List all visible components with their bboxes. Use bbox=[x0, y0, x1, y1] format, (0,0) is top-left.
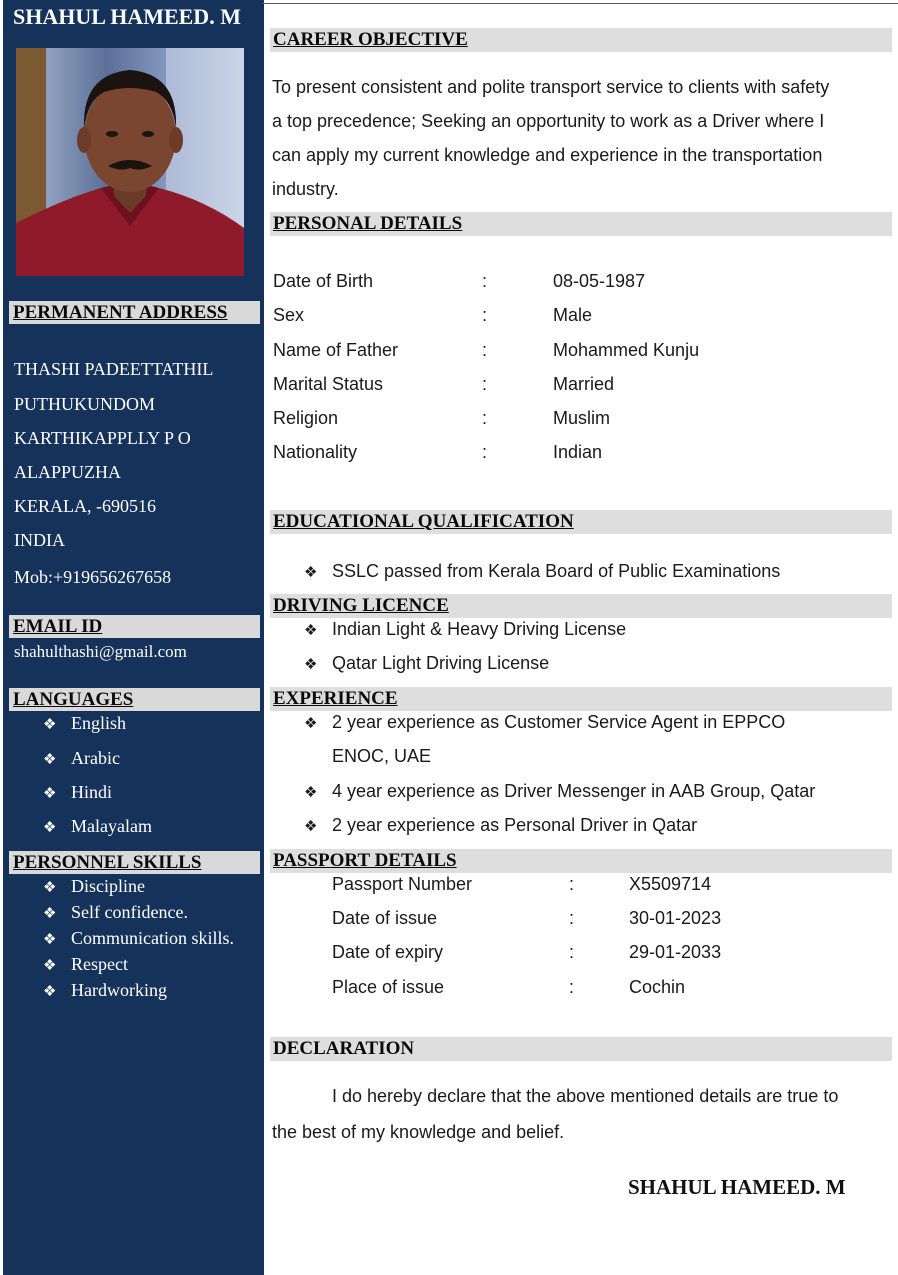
detail-label: Date of Birth bbox=[273, 271, 374, 291]
diamond-bullet-icon: ❖ bbox=[304, 784, 318, 801]
experience-label: 2 year experience as Personal Driver in Qatar bbox=[332, 815, 698, 835]
passport-label: Place of issue bbox=[332, 977, 445, 997]
licence-label: Qatar Light Driving License bbox=[332, 653, 550, 673]
candidate-name: SHAHUL HAMEED. M bbox=[13, 4, 241, 29]
personal-details-heading bbox=[270, 212, 892, 236]
skill-item bbox=[43, 876, 145, 897]
passport-label: Date of expiry bbox=[332, 942, 444, 962]
detail-value: 08-05-1987 bbox=[553, 271, 646, 291]
passport-value: X5509714 bbox=[629, 874, 712, 894]
detail-value: Mohammed Kunju bbox=[553, 340, 700, 360]
diamond-bullet-icon: ❖ bbox=[43, 786, 57, 802]
diamond-bullet-icon: ❖ bbox=[43, 820, 57, 836]
detail-label: Religion bbox=[273, 408, 339, 428]
mobile-number: Mob:+919656267658 bbox=[14, 567, 172, 587]
skill-label: Hardworking bbox=[71, 980, 167, 1000]
detail-separator: : bbox=[482, 374, 488, 394]
diamond-bullet-icon: ❖ bbox=[43, 932, 57, 948]
declaration-line: I do hereby declare that the above mentioned details are true to bbox=[332, 1086, 839, 1106]
career-objective-text bbox=[272, 70, 892, 206]
experience-continuation: ENOC, UAE bbox=[332, 746, 432, 766]
objective-line: industry. bbox=[272, 179, 339, 199]
diamond-bullet-icon: ❖ bbox=[304, 564, 318, 581]
language-label: Hindi bbox=[71, 782, 113, 802]
skill-item bbox=[43, 980, 167, 1001]
objective-line: can apply my current knowledge and experience in the transportation bbox=[272, 145, 823, 165]
declaration-line: the best of my knowledge and belief. bbox=[272, 1122, 565, 1142]
skill-item bbox=[43, 902, 188, 923]
experience-heading-label: EXPERIENCE bbox=[273, 688, 398, 709]
language-item bbox=[43, 816, 152, 837]
email-heading bbox=[9, 615, 260, 638]
declaration-heading-label: DECLARATION bbox=[273, 1038, 415, 1059]
language-item bbox=[43, 713, 126, 734]
experience-label: 2 year experience as Customer Service Agent in EPPCO bbox=[332, 712, 786, 732]
declaration-text bbox=[272, 1078, 892, 1150]
licence-item bbox=[304, 653, 549, 674]
address-line: ALAPPUZHA bbox=[14, 462, 122, 482]
passport-value: Cochin bbox=[629, 977, 686, 997]
diamond-bullet-icon: ❖ bbox=[304, 818, 318, 835]
skills-heading-label: PERSONNEL SKILLS bbox=[13, 852, 202, 873]
language-label: Arabic bbox=[71, 748, 120, 768]
language-item bbox=[43, 782, 112, 803]
passport-label: Passport Number bbox=[332, 874, 473, 894]
detail-label: Nationality bbox=[273, 442, 358, 462]
diamond-bullet-icon: ❖ bbox=[304, 656, 318, 673]
detail-separator: : bbox=[482, 305, 488, 325]
diamond-bullet-icon: ❖ bbox=[43, 880, 57, 896]
passport-details-heading bbox=[270, 849, 892, 873]
driving-licence-heading bbox=[270, 594, 892, 618]
career-objective-heading bbox=[270, 28, 892, 52]
detail-label: Sex bbox=[273, 305, 305, 325]
detail-separator: : bbox=[482, 442, 488, 462]
email-address[interactable]: shahulthashi@gmail.com bbox=[14, 642, 187, 661]
passport-separator: : bbox=[569, 942, 575, 962]
profile-photo-illustration bbox=[16, 48, 244, 276]
address-line: KERALA, -690516 bbox=[14, 496, 156, 516]
address-heading-label: PERMANENT ADDRESS bbox=[13, 302, 228, 323]
education-heading bbox=[270, 510, 892, 534]
skill-item bbox=[43, 928, 234, 949]
objective-line: a top precedence; Seeking an opportunity to work as a Driver where I bbox=[272, 111, 825, 131]
language-label: English bbox=[71, 713, 127, 733]
licence-label: Indian Light & Heavy Driving License bbox=[332, 619, 627, 639]
experience-label: 4 year experience as Driver Messenger in AAB Group, Qatar bbox=[332, 781, 816, 801]
driving-licence-heading-label: DRIVING LICENCE bbox=[273, 595, 449, 616]
diamond-bullet-icon: ❖ bbox=[43, 717, 57, 733]
passport-value: 30-01-2023 bbox=[629, 908, 722, 928]
education-heading-label: EDUCATIONAL QUALIFICATION bbox=[273, 511, 574, 532]
skill-item bbox=[43, 954, 128, 975]
email-heading-label: EMAIL ID bbox=[13, 616, 103, 637]
address-line: KARTHIKAPPLLY P O bbox=[14, 428, 191, 448]
detail-value: Muslim bbox=[553, 408, 610, 428]
detail-value: Indian bbox=[553, 442, 603, 462]
diamond-bullet-icon: ❖ bbox=[304, 622, 318, 639]
skills-heading bbox=[9, 851, 260, 874]
language-item bbox=[43, 748, 120, 769]
licence-item bbox=[304, 619, 626, 640]
diamond-bullet-icon: ❖ bbox=[43, 906, 57, 922]
passport-details-heading-label: PASSPORT DETAILS bbox=[273, 850, 457, 871]
passport-label: Date of issue bbox=[332, 908, 438, 928]
sidebar bbox=[3, 0, 264, 1275]
detail-label: Name of Father bbox=[273, 340, 399, 360]
detail-value: Male bbox=[553, 305, 593, 325]
detail-label: Marital Status bbox=[273, 374, 384, 394]
languages-heading-label: LANGUAGES bbox=[13, 689, 134, 710]
education-label: SSLC passed from Kerala Board of Public Examinations bbox=[332, 561, 781, 581]
diamond-bullet-icon: ❖ bbox=[43, 958, 57, 974]
declaration-heading bbox=[270, 1037, 892, 1061]
diamond-bullet-icon: ❖ bbox=[304, 715, 318, 732]
skill-label: Communication skills. bbox=[71, 928, 235, 948]
experience-item bbox=[304, 712, 785, 733]
address-line: INDIA bbox=[14, 530, 65, 550]
skill-label: Self confidence. bbox=[71, 902, 188, 922]
skill-label: Respect bbox=[71, 954, 128, 974]
profile-photo bbox=[16, 48, 244, 276]
address-line: THASHI PADEETTATHIL bbox=[14, 359, 214, 379]
objective-line: To present consistent and polite transport service to clients with safety bbox=[272, 77, 830, 97]
top-divider bbox=[262, 3, 898, 4]
diamond-bullet-icon: ❖ bbox=[43, 984, 57, 1000]
address-heading bbox=[9, 301, 260, 324]
experience-heading bbox=[270, 687, 892, 711]
language-label: Malayalam bbox=[71, 816, 152, 836]
passport-separator: : bbox=[569, 908, 575, 928]
detail-separator: : bbox=[482, 340, 488, 360]
signature-name: SHAHUL HAMEED. M bbox=[628, 1175, 846, 1199]
detail-separator: : bbox=[482, 271, 488, 291]
personal-details-heading-label: PERSONAL DETAILS bbox=[273, 213, 463, 234]
detail-separator: : bbox=[482, 408, 488, 428]
diamond-bullet-icon: ❖ bbox=[43, 752, 57, 768]
skill-label: Discipline bbox=[71, 876, 145, 896]
experience-item bbox=[304, 781, 815, 802]
experience-item bbox=[304, 815, 697, 836]
address-line: PUTHUKUNDOM bbox=[14, 394, 156, 414]
detail-value: Married bbox=[553, 374, 615, 394]
education-item bbox=[304, 561, 780, 582]
passport-value: 29-01-2033 bbox=[629, 942, 722, 962]
passport-separator: : bbox=[569, 977, 575, 997]
passport-separator: : bbox=[569, 874, 575, 894]
career-objective-heading-label: CAREER OBJECTIVE bbox=[273, 29, 468, 50]
languages-heading bbox=[9, 688, 260, 711]
